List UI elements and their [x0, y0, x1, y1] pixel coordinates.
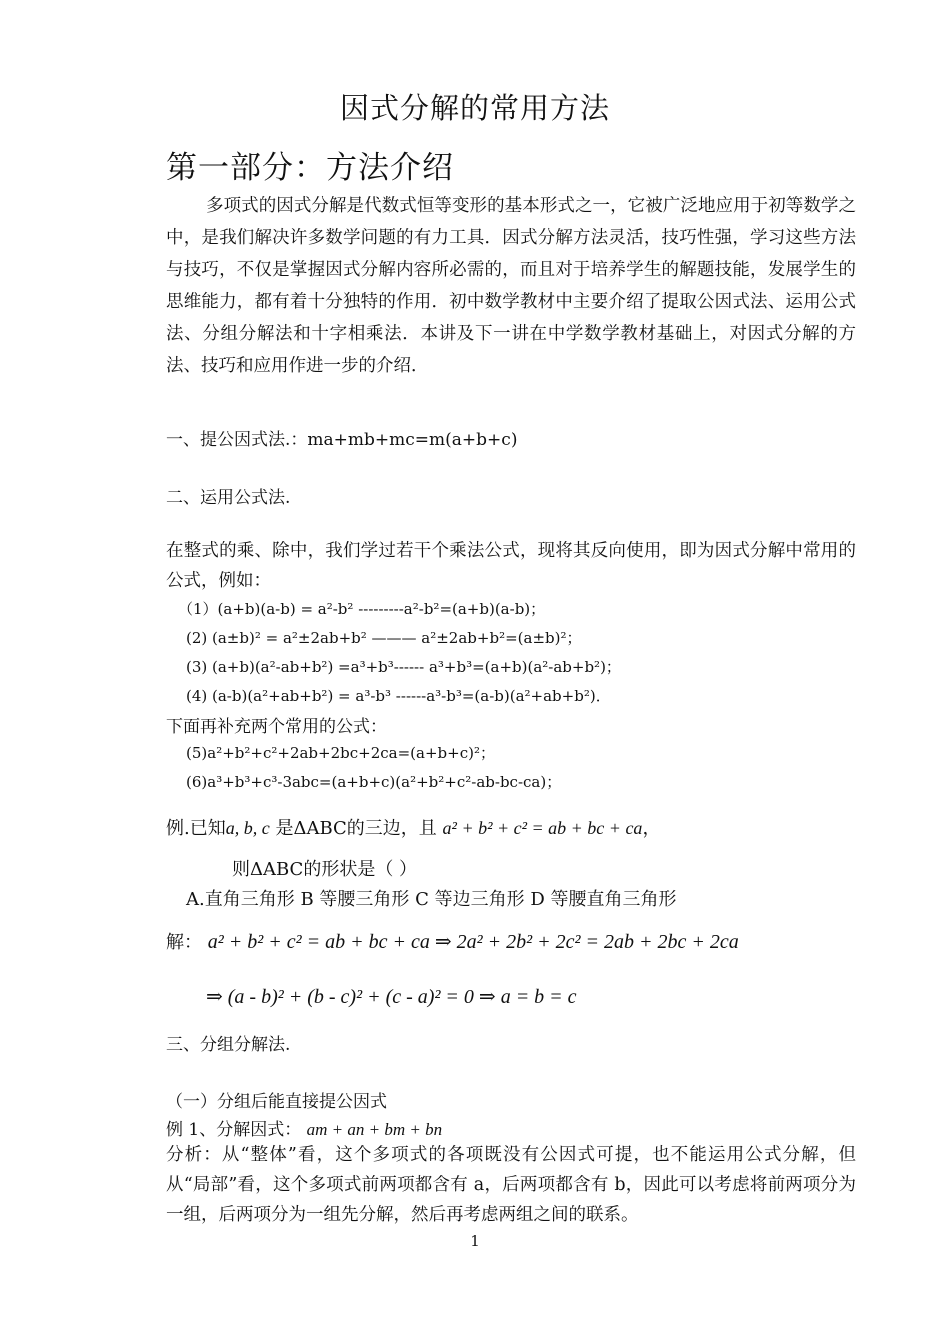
example-1-expression: am + an + bm + bn: [306, 1120, 443, 1139]
formula-5: (5)a²+b²+c²+2ab+2bc+2ca=(a+b+c)²；: [186, 744, 495, 762]
section-3-heading: 三、分组分解法.: [166, 1035, 291, 1055]
example-end: ，: [642, 818, 661, 839]
example-mid: 是ΔABC的三边，且: [275, 818, 437, 839]
formula-6: (6)a³+b³+c³-3abc=(a+b+c)(a²+b²+c²-ab-bc-ca)；: [186, 773, 562, 791]
formula-3: (3) (a+b)(a²-ab+b²) =a³+b³------ a³+b³=(a+b)(a²-ab+b²)；: [186, 658, 621, 676]
section-1-heading: 一、提公因式法.：ma+mb+mc=m(a+b+c): [166, 430, 518, 450]
solution-line-1: [166, 928, 739, 954]
analysis-paragraph: 分析：从“整体”看，这个多项式的各项既没有公因式可提，也不能运用公式分解，但从“局部”看，这个多项式前两项都含有 a，后两项都含有 b，因此可以考虑将前两项分为一组，后两项分为一组先分解，然后再考虑两组之间的联系。: [166, 1145, 856, 1225]
example-1-label: 例 1、分解因式：: [166, 1120, 302, 1140]
subsection-1-heading: （一）分组后能直接提公因式: [166, 1092, 387, 1112]
intro-paragraph: 多项式的因式分解是代数式恒等变形的基本形式之一，它被广泛地应用于初等数学之中，是我们解决许多数学问题的有力工具．因式分解方法灵活，技巧性强，学习这些方法与技巧，不仅是掌握因式分解内容所必需的，而且对于培养学生的解题技能，发展学生的思维能力，都有着十分独特的作用．初中数学教材中主要介绍了提取公因式法、运用公式法、分组分解法和十字相乘法．本讲及下一讲在中学数学教材基础上，对因式分解的方法、技巧和应用作进一步的介绍．: [166, 196, 856, 376]
formula-4: (4) (a-b)(a²+ab+b²) = a³-b³ ------a³-b³=(a-b)(a²+ab+b²)．: [186, 687, 611, 705]
example-question: 则ΔABC的形状是（ ）: [232, 859, 418, 880]
solution-label: 解：: [166, 932, 202, 953]
solution-line-2: [206, 984, 577, 1009]
example-equation: a² + b² + c² = ab + bc + ca: [442, 818, 643, 838]
section-2-heading: 二、运用公式法.: [166, 488, 291, 508]
formula-1: （1）(a+b)(a-b) = a²-b² ---------a²-b²=(a+b)(a-b)；: [178, 600, 546, 618]
section-2-intro: 在整式的乘、除中，我们学过若干个乘法公式，现将其反向使用，即为因式分解中常用的公式，例如：: [166, 541, 856, 591]
example-prefix: 例.已知: [166, 818, 226, 839]
page-number: 1: [470, 1232, 480, 1250]
solution-equation-2: ⇒ (a - b)² + (b - c)² + (c - a)² = 0 ⇒ a = b = c: [206, 986, 577, 1008]
example-1: [166, 1115, 442, 1140]
part-heading: 第一部分：方法介绍: [166, 150, 454, 186]
formula-2: (2) (a±b)² = a²±2ab+b² ——— a²±2ab+b²=(a±b)²；: [186, 629, 582, 647]
example-vars: a, b, c: [225, 818, 270, 838]
solution-equation-1: a² + b² + c² = ab + bc + ca ⇒ 2a² + 2b² + 2c² = 2ab + 2bc + 2ca: [207, 931, 739, 953]
example-statement: [166, 814, 660, 840]
document-title: 因式分解的常用方法: [339, 91, 610, 125]
supplement-text: 下面再补充两个常用的公式：: [166, 717, 387, 737]
example-options: A.直角三角形 B 等腰三角形 C 等边三角形 D 等腰直角三角形: [186, 889, 677, 910]
